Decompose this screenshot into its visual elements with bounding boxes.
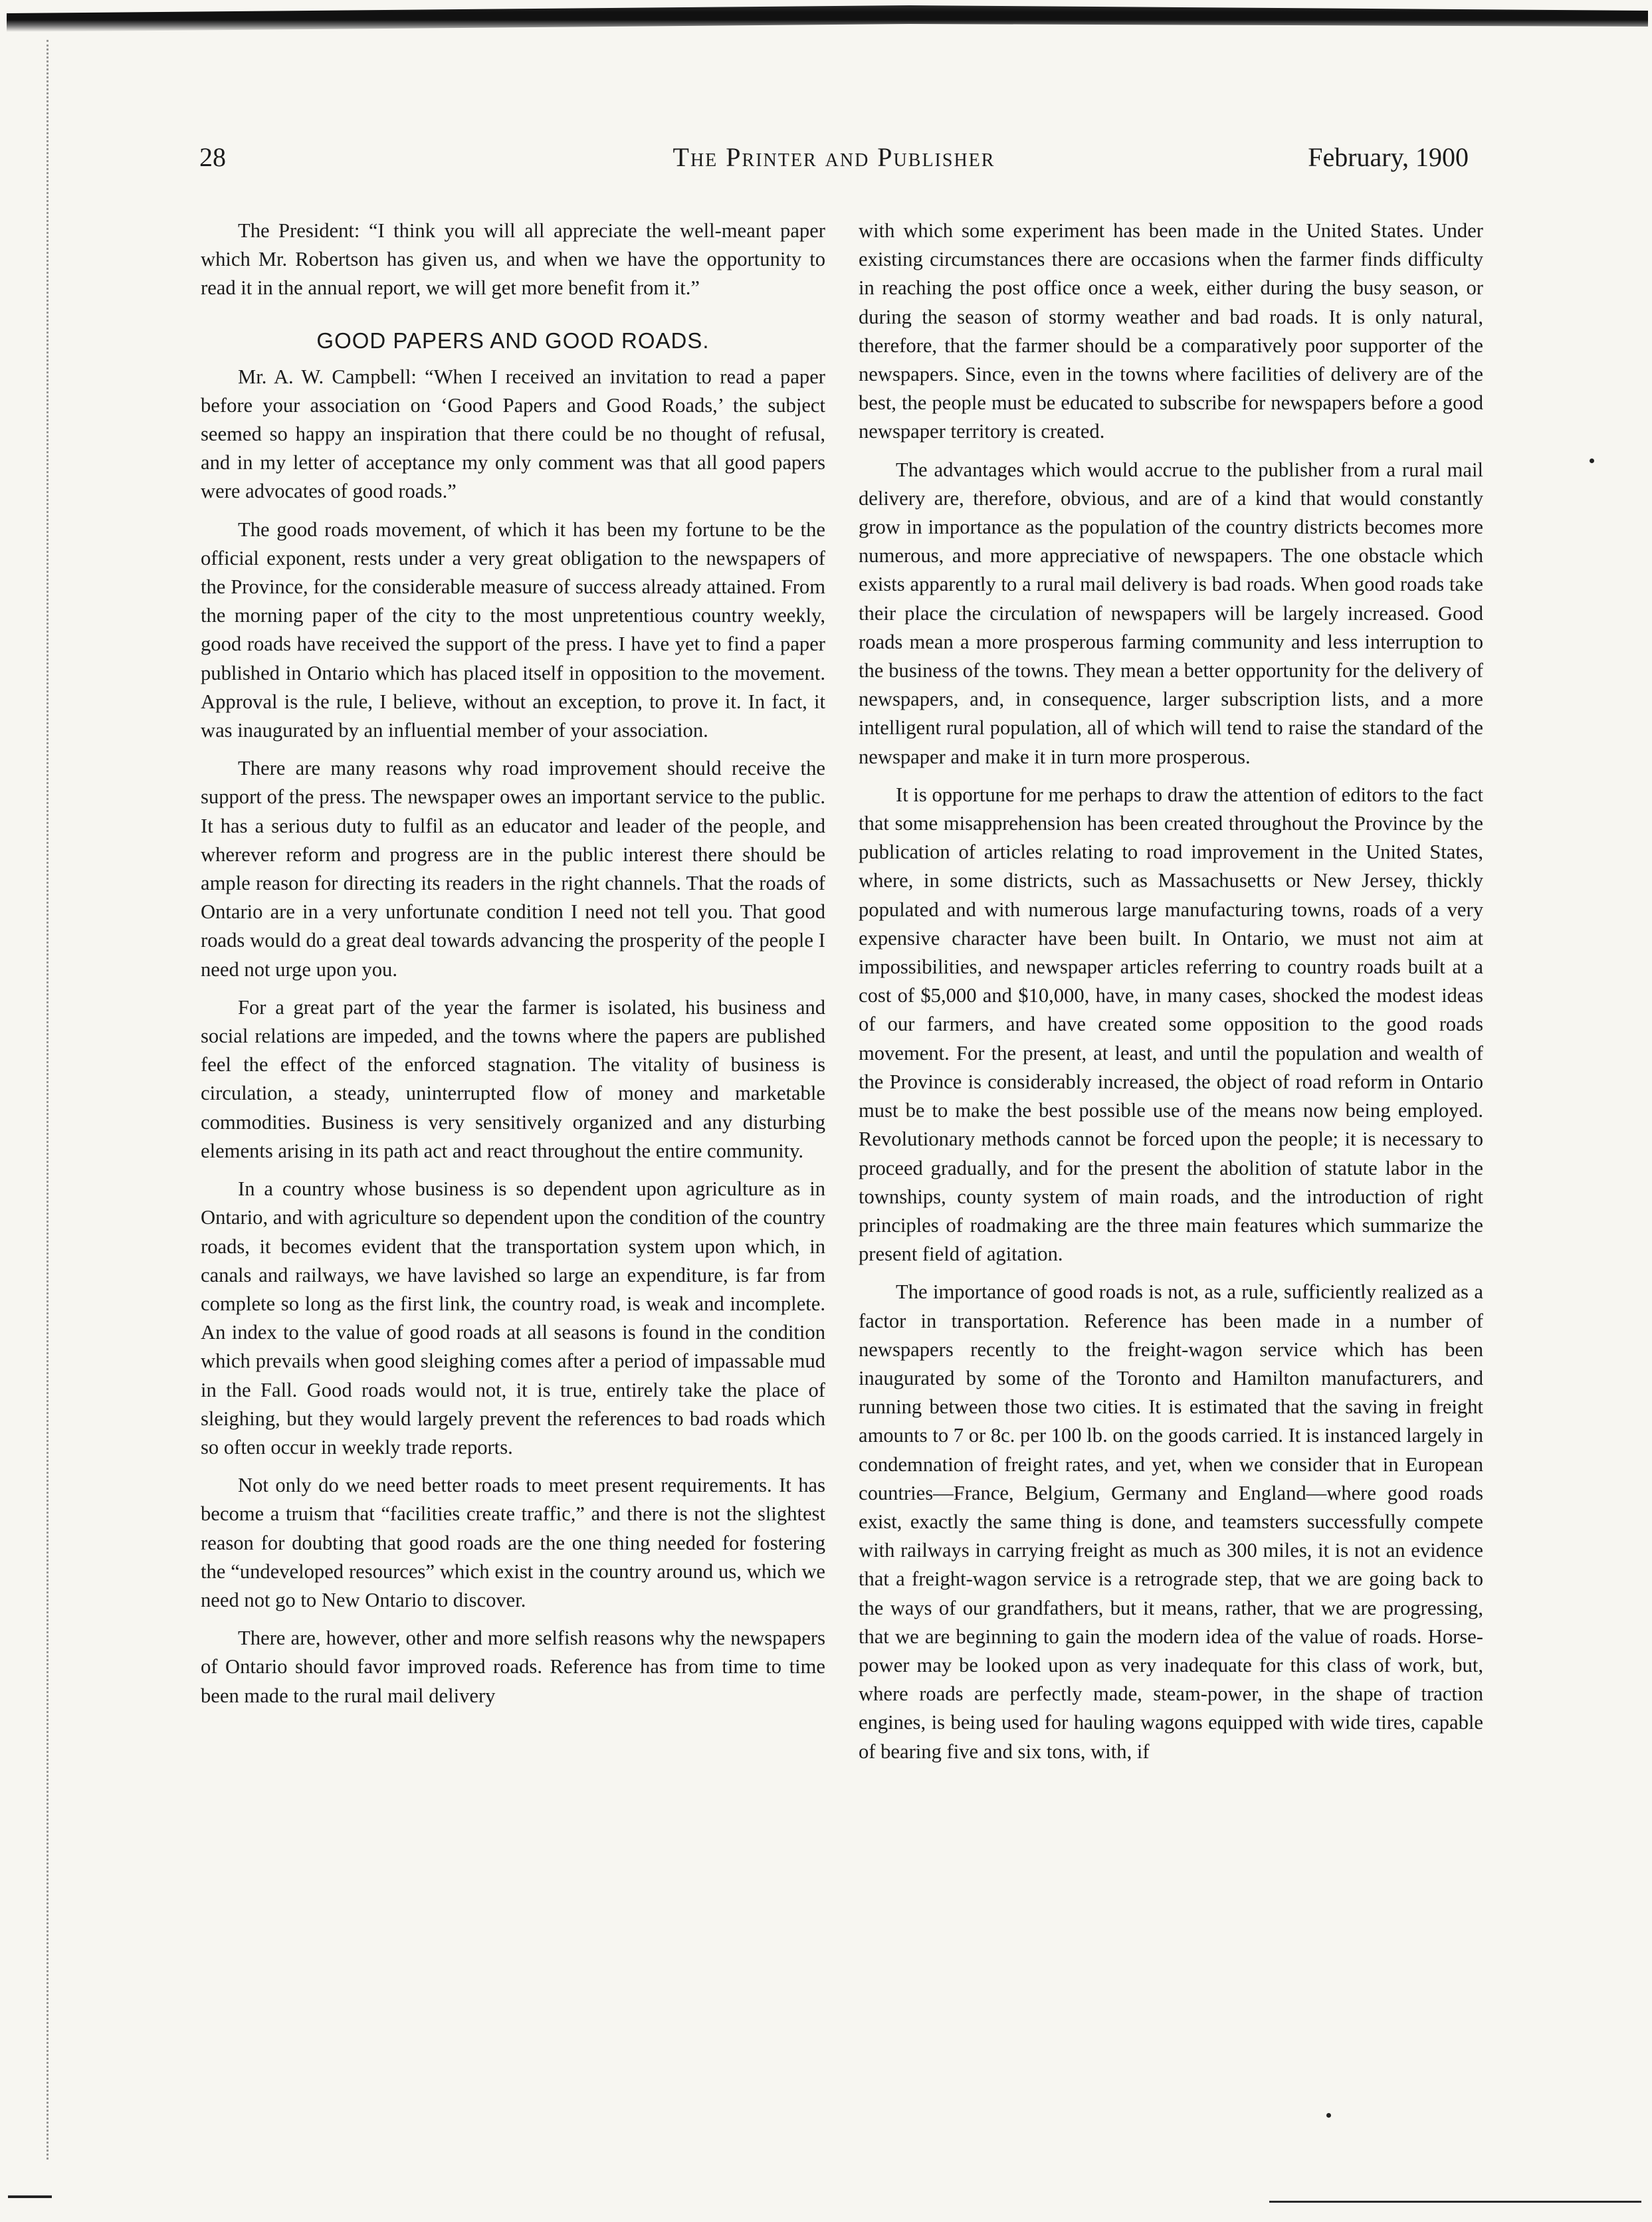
bottom-rule (1269, 2201, 1641, 2203)
paragraph: For a great part of the year the farmer is isolated, his business and social relations are impeded, and the towns where the papers are published feel the effect of the enforced stagnation. The vitality of business is circulation, a steady, uninterrupted flow of money and marketable commodities. Business is very sensitively organized and any disturbing elements arising in its path act and react throughout the entire community. (201, 995, 825, 1162)
paragraph: There are many reasons why road improvement should receive the support of the press. The newspaper owes an important service to the public. It has a serious duty to fulfil as an educator and leader of the people, and wherever reform and progress are in the public interest there should be ample reason for directing its readers in the right channels. That the roads of Ontario are in a very unfortunate condition I need not tell you. That good roads would do a great deal towards advancing the prosperity of the people I need not urge upon you. (201, 757, 825, 981)
paragraph: The good roads movement, of which it has been my fortune to be the official exponent, rests under a very great obligation to the newspapers of the Province, for the considerable measure of success already attained. From the morning paper of the city to the most unpretentious country weekly, good roads have received the support of the press. I have yet to find a paper published in Ontario which has placed itself in opposition to the movement. Approval is the rule, I believe, without an exception, to prove it. In fact, it was inaugurated by an influential member of your association. (201, 518, 825, 742)
paragraph: In a country whose business is so dependent upon agriculture as in Ontario, and with agriculture so dependent upon the condition of the country roads, it becomes evident that the transportation system upon which, in canals and railways, we have lavished so large an expenditure, is far from complete so long as the first link, the country road, is weak and incomplete. An index to the value of good roads at all seasons is found in the condition which prevails when good sleighing comes after a period of impassable mud in the Fall. Good roads would not, it is true, entirely take the place of sleighing, but they would largely prevent the references to bad roads which so often occur in weekly trade reports. (201, 1177, 825, 1459)
paragraph: The importance of good roads is not, as a rule, sufficiently realized as a factor in transportation. Reference has been made in a number of newspapers recently to the freight-wagon service which has been inaugurated by some of the Toronto and Hamilton manufacturers, and running between those two cities. It is estimated that the saving in freight amounts to 7 or 8c. per 100 lb. on the goods carried. It is instanced largely in condemnation of freight rates, and yet, when we consider that in European countries—France, Belgium, Germany and England—where good roads exist, exactly the same thing is done, and teamsters successfully compete with railways in carrying freight as much as 300 miles, it is not an evidence that a freight-wagon service is a retrograde step, that we are going back to the ways of our grandfathers, but it means, rather, that we are progressing, that we are beginning to gain the modern idea of the value of roads. Horse-power may be looked upon as very inadequate for this class of work, but, where roads are perfectly made, steam-power, in the shape of traction engines, is being used for hauling wagons equipped with wide tires, capable of bearing five and six tons, with, if (859, 1280, 1483, 1763)
publication-title: The Printer and Publisher (672, 142, 995, 172)
top-rule (7, 5, 1648, 32)
scan-corner-mark (8, 2190, 52, 2198)
left-column (201, 217, 825, 1720)
paragraph: There are, however, other and more selfish reasons why the newspapers of Ontario should favor improved roads. Reference has from time to time been made to the rural mail delivery (201, 1627, 825, 1707)
stray-dot (1590, 458, 1594, 463)
running-header (199, 142, 1469, 181)
section-heading: GOOD PAPERS AND GOOD ROADS. (316, 328, 710, 353)
stray-dot (1326, 2113, 1331, 2118)
right-column (859, 217, 1483, 1775)
paragraph: with which some experiment has been made in the United States. Under existing circumstances there are occasions when the farmer finds difficulty in reaching the post office once a week, either during the busy season, or during the season of stormy weather and bad roads. It is only natural, therefore, that the farmer should be a comparatively poor supporter of the newspapers. Since, even in the towns where facilities of delivery are of the best, the people must be educated to subscribe for newspapers before a good newspaper territory is created. (859, 219, 1483, 443)
page-number: 28 (199, 142, 226, 172)
paragraph: The advantages which would accrue to the publisher from a rural mail delivery are, therefore, obvious, and are of a kind that would constantly grow in importance as the population of the country districts becomes more numerous, and more appreciative of newspapers. The one obstacle which exists apparently to a rural mail delivery is bad roads. When good roads take their place the circulation of newspapers will be largely increased. Good roads mean a more prosperous farming community and less interruption to the business of the towns. They mean a better opportunity for the delivery of newspapers, and, in consequence, larger subscription lists, and a more intelligent rural population, all of which will tend to raise the standard of the newspaper and make it in turn more prosperous. (859, 458, 1483, 768)
scan-edge-marks (47, 40, 52, 2160)
paragraph: It is opportune for me perhaps to draw the attention of editors to the fact that some misapprehension has been created throughout the Province by the publication of articles relating to road improvement in the United States, where, in some districts, such as Massachusetts or New Jersey, thickly populated and with numerous large manufacturing towns, roads of a very expensive character have been built. In Ontario, we must not aim at impossibilities, and newspaper articles referring to country roads built at a cost of $5,000 and $10,000, have, in many cases, shocked the modest ideas of our farmers, and have created some opposition to the good roads movement. For the present, at least, and until the population and wealth of the Province is considerably increased, the object of road reform in Ontario must be to make the best possible use of the means now being employed. Revolutionary methods cannot be forced upon the people; it is necessary to proceed gradually, and for the present the abolition of statute labor in the townships, county system of main roads, and the introduction of right principles of roadmaking are the three main features which summarize the present field of agitation. (859, 783, 1483, 1266)
issue-date: February, 1900 (1308, 142, 1469, 172)
paragraph: The President: “I think you will all appreciate the well-meant paper which Mr. Robertson has given us, and when we have the opportunity to read it in the annual report, we will get more benefit from it.” (201, 219, 825, 300)
paragraph: Not only do we need better roads to meet present requirements. It has become a truism that “facilities create traffic,” and there is not the slightest reason for doubting that good roads are the one thing needed for fostering the “undeveloped resources” which exist in the country around us, which we need not go to New Ontario to discover. (201, 1474, 825, 1611)
paragraph: Mr. A. W. Campbell: “When I received an invitation to read a paper before your association on ‘Good Papers and Good Roads,’ the subject seemed so happy an inspiration that there could be no thought of refusal, and in my letter of acceptance my only comment was that all good papers were advocates of good roads.” (201, 365, 825, 503)
